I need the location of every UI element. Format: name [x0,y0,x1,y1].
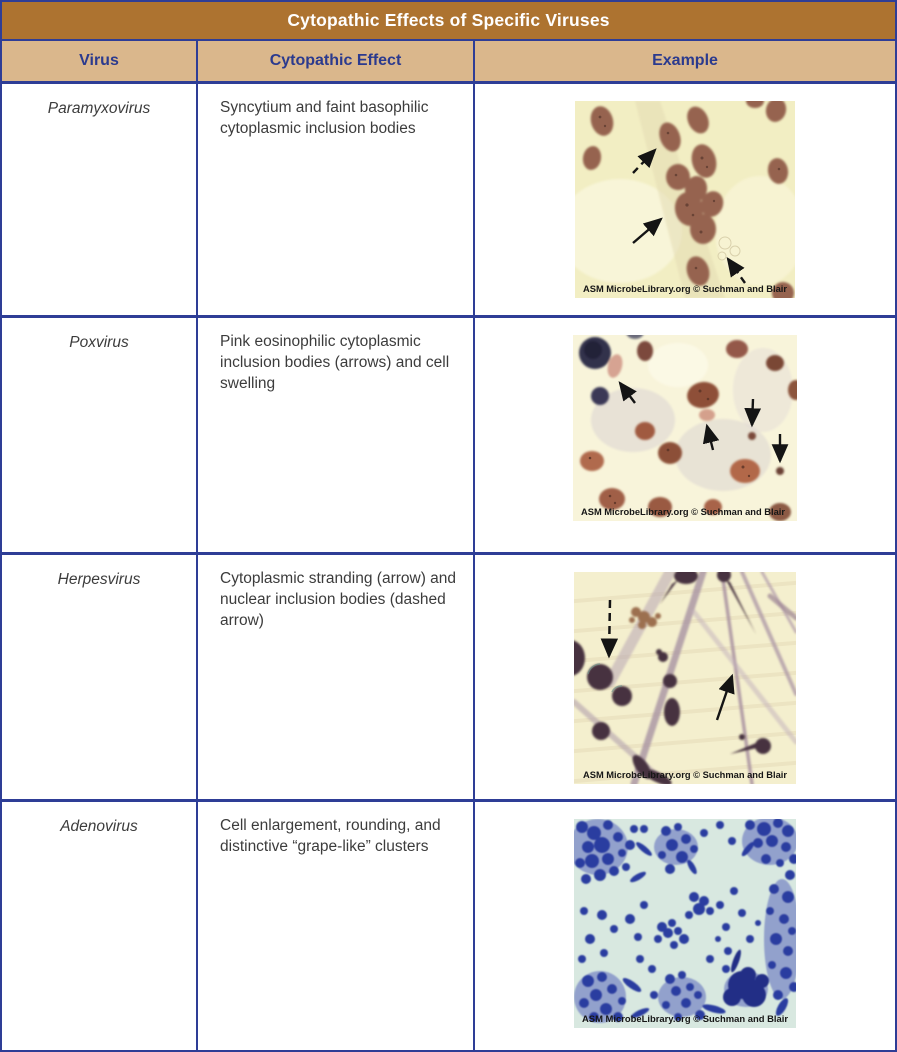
example-cell [475,318,895,555]
effect-text: Pink eosinophilic cytoplasmic inclusion bodies (arrows) and cell swelling [220,333,450,392]
effect-cell [198,318,475,555]
micrograph-paramyxovirus [575,101,795,298]
column-header-virus: Virus [2,41,198,84]
effect-cell [198,802,475,1050]
virus-name-cell [2,84,198,318]
image-attribution: ASM MicrobeLibrary.org © Suchman and Blair [581,507,786,517]
virus-name-cell [2,555,198,802]
effect-cell [198,84,475,318]
virus-name-cell [2,802,198,1050]
column-header-example: Example [475,41,895,84]
micrograph-adenovirus [574,819,796,1028]
effect-cell [198,555,475,802]
virus-name: Adenovirus [60,818,138,835]
virus-name-cell [2,318,198,555]
example-cell [475,84,895,318]
micrograph-herpesvirus [574,572,796,784]
virus-name: Herpesvirus [57,571,141,588]
table-title: Cytopathic Effects of Specific Viruses [2,2,895,41]
example-cell [475,802,895,1050]
example-cell [475,555,895,802]
effect-text: Syncytium and faint basophilic cytoplasmic inclusion bodies [220,99,429,137]
image-attribution: ASM MicrobeLibrary.org © Suchman and Blair [583,770,788,780]
virus-name: Paramyxovirus [47,100,151,117]
virus-name: Poxvirus [69,334,129,351]
column-header-cytopathic-effect: Cytopathic Effect [198,41,475,84]
effect-text: Cytoplasmic stranding (arrow) and nuclear inclusion bodies (dashed arrow) [220,570,457,629]
image-attribution: ASM MicrobeLibrary.org © Suchman and Blair [582,1014,789,1024]
image-attribution: ASM MicrobeLibrary.org © Suchman and Blair [583,284,788,294]
effect-text: Cell enlargement, rounding, and distinctive “grape-like” clusters [220,817,441,855]
micrograph-poxvirus [573,335,797,521]
